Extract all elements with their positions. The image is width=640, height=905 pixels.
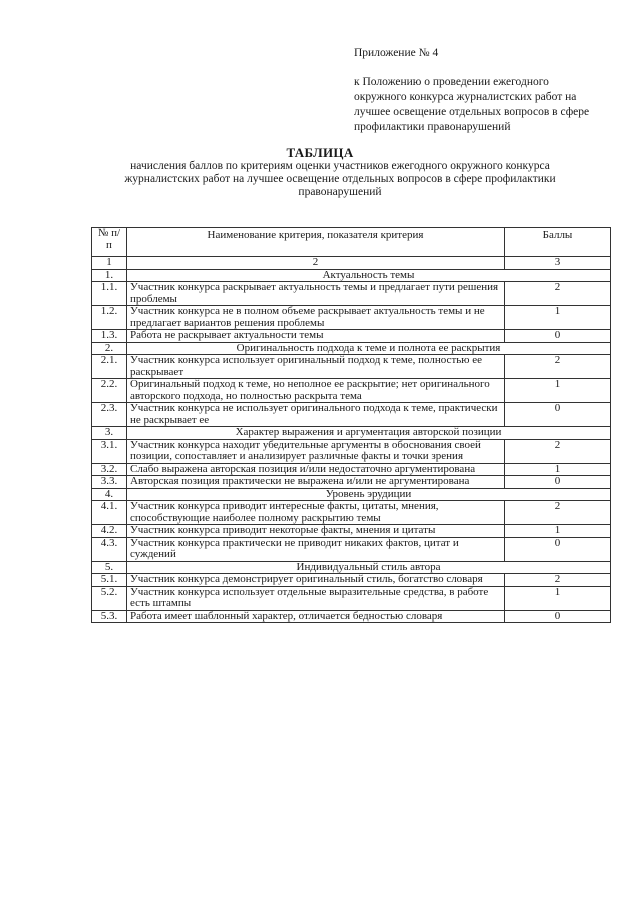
- appendix-reference: к Положению о проведении ежегодного окружного конкурса журналистских работ на лучшее освещение отдельных вопросов в сфере профилактики правонарушений: [354, 76, 590, 133]
- criterion-number: 2.2.: [92, 379, 127, 403]
- criterion-text: Работа не раскрывает актуальности темы: [127, 330, 505, 343]
- criterion-number: 5.2.: [92, 586, 127, 610]
- section-number: 4.: [92, 488, 127, 501]
- section-row: [92, 342, 611, 355]
- criterion-number: 3.2.: [92, 463, 127, 476]
- criterion-row: [92, 574, 611, 587]
- criterion-number: 2.1.: [92, 355, 127, 379]
- criterion-row: [92, 306, 611, 330]
- criterion-row: [92, 525, 611, 538]
- criterion-points: 0: [505, 537, 611, 561]
- criterion-points: 2: [505, 501, 611, 525]
- criterion-text: Участник конкурса находит убедительные аргументы в обоснования своей позиции, сопоставляет и анализирует различные факты и точки зрения: [127, 439, 505, 463]
- criterion-text: Участник конкурса не использует оригинального подхода к теме, практически не раскрывает ее: [127, 403, 505, 427]
- criterion-text: Участник конкурса практически не приводит никаких фактов, цитат и суждений: [127, 537, 505, 561]
- section-row: [92, 427, 611, 440]
- criterion-row: [92, 476, 611, 489]
- section-title: Актуальность темы: [127, 269, 611, 282]
- criterion-points: 1: [505, 586, 611, 610]
- table-header-row: [92, 228, 611, 257]
- criterion-row: [92, 282, 611, 306]
- document-subtitle: начисления баллов по критериям оценки участников ежегодного окружного конкурса журналистских работ на лучшее освещение отдельных вопросов в сфере профилактики правонарушений: [124, 160, 556, 198]
- criterion-text: Участник конкурса использует оригинальный подход к теме, полностью ее раскрывает: [127, 355, 505, 379]
- appendix-block: [354, 46, 594, 135]
- criterion-number: 1.1.: [92, 282, 127, 306]
- header-criterion: Наименование критерия, показателя критерия: [127, 228, 505, 257]
- criterion-text: Участник конкурса приводит некоторые факты, мнения и цитаты: [127, 525, 505, 538]
- criterion-text: Слабо выражена авторская позиция и/или недостаточно аргументирована: [127, 463, 505, 476]
- criterion-number: 1.2.: [92, 306, 127, 330]
- section-number: 2.: [92, 342, 127, 355]
- criterion-row: [92, 403, 611, 427]
- criterion-number: 4.3.: [92, 537, 127, 561]
- criterion-points: 0: [505, 610, 611, 623]
- document-title: ТАБЛИЦА: [286, 145, 354, 160]
- criterion-row: [92, 501, 611, 525]
- header-points: Баллы: [505, 228, 611, 257]
- criterion-row: [92, 330, 611, 343]
- appendix-number: Приложение № 4: [354, 47, 439, 59]
- criterion-points: 1: [505, 463, 611, 476]
- criterion-number: 3.3.: [92, 476, 127, 489]
- section-number: 1.: [92, 269, 127, 282]
- column-number-3: 3: [505, 257, 611, 270]
- section-number: 5.: [92, 561, 127, 574]
- criterion-points: 0: [505, 403, 611, 427]
- scoring-table: [91, 227, 611, 623]
- criterion-number: 5.1.: [92, 574, 127, 587]
- criterion-text: Участник конкурса приводит интересные факты, цитаты, мнения, способствующие наиболее полному раскрытию темы: [127, 501, 505, 525]
- column-number-row: [92, 257, 611, 270]
- section-row: [92, 561, 611, 574]
- criterion-points: 1: [505, 525, 611, 538]
- criterion-points: 2: [505, 574, 611, 587]
- criterion-row: [92, 610, 611, 623]
- section-title: Характер выражения и аргументация авторской позиции: [127, 427, 611, 440]
- section-title: Индивидуальный стиль автора: [127, 561, 611, 574]
- section-title: Оригинальность подхода к теме и полнота ее раскрытия: [127, 342, 611, 355]
- criterion-number: 2.3.: [92, 403, 127, 427]
- criterion-row: [92, 355, 611, 379]
- criterion-number: 1.3.: [92, 330, 127, 343]
- section-row: [92, 269, 611, 282]
- criterion-points: 2: [505, 355, 611, 379]
- criterion-text: Работа имеет шаблонный характер, отличается бедностью словаря: [127, 610, 505, 623]
- criterion-row: [92, 379, 611, 403]
- column-number-2: 2: [127, 257, 505, 270]
- criterion-number: 3.1.: [92, 439, 127, 463]
- criterion-number: 5.3.: [92, 610, 127, 623]
- criterion-number: 4.1.: [92, 501, 127, 525]
- header-number: № п/п: [92, 228, 127, 257]
- criterion-row: [92, 586, 611, 610]
- section-number: 3.: [92, 427, 127, 440]
- criterion-text: Участник конкурса использует отдельные выразительные средства, в работе есть штампы: [127, 586, 505, 610]
- criterion-text: Участник конкурса демонстрирует оригинальный стиль, богатство словаря: [127, 574, 505, 587]
- criterion-text: Участник конкурса раскрывает актуальность темы и предлагает пути решения проблемы: [127, 282, 505, 306]
- criterion-text: Авторская позиция практически не выражена и/или не аргументирована: [127, 476, 505, 489]
- criterion-points: 0: [505, 476, 611, 489]
- criterion-row: [92, 439, 611, 463]
- section-title: Уровень эрудиции: [127, 488, 611, 501]
- criterion-points: 1: [505, 306, 611, 330]
- criterion-points: 2: [505, 439, 611, 463]
- criterion-number: 4.2.: [92, 525, 127, 538]
- criterion-points: 2: [505, 282, 611, 306]
- criterion-text: Участник конкурса не в полном объеме раскрывает актуальность темы и не предлагает вариантов решения проблемы: [127, 306, 505, 330]
- column-number-1: 1: [92, 257, 127, 270]
- criterion-points: 0: [505, 330, 611, 343]
- criterion-row: [92, 537, 611, 561]
- section-row: [92, 488, 611, 501]
- criterion-text: Оригинальный подход к теме, но неполное ее раскрытие; нет оригинального авторского подхода, но полностью раскрыта тема: [127, 379, 505, 403]
- criterion-points: 1: [505, 379, 611, 403]
- criterion-row: [92, 463, 611, 476]
